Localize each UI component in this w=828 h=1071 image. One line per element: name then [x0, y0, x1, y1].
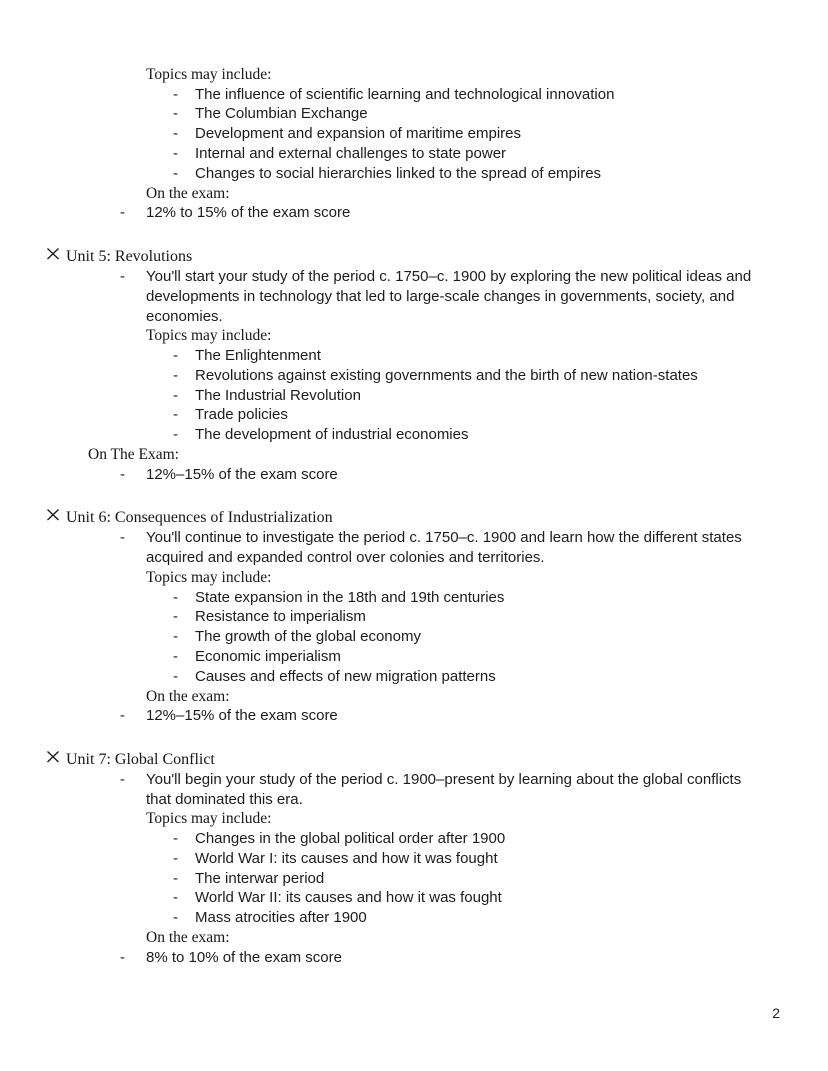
page-number: 2: [772, 1005, 780, 1021]
exam-score-label: 12% to 15% of the exam score: [146, 204, 351, 222]
bullet-dash: -: [173, 889, 178, 907]
topic-item-label: The development of industrial economies: [195, 426, 469, 444]
bullet-dash: -: [173, 426, 178, 444]
bullet-dash: -: [120, 948, 125, 966]
topics-label: Topics may include:: [146, 810, 272, 828]
topic-item: [0, 829, 828, 849]
exam-label: On the exam:: [146, 184, 230, 202]
topic-item-label: Mass atrocities after 1900: [195, 909, 367, 927]
topic-item: [0, 588, 828, 608]
bullet-dash: -: [173, 144, 178, 162]
topic-item: [0, 607, 828, 627]
exam-label: On the exam:: [146, 687, 230, 705]
exam-score-item: [0, 203, 828, 223]
section-spacer: [0, 726, 828, 749]
cross-icon: [46, 749, 60, 770]
topic-item: [0, 627, 828, 647]
exam-score-item: [0, 948, 828, 968]
cross-icon: [46, 507, 60, 528]
unit-title: Unit 7: Global Conflict: [66, 750, 215, 768]
exam-score-label: 12%–15% of the exam score: [146, 465, 338, 483]
unit-section: [0, 507, 828, 726]
topic-item-label: World War I: its causes and how it was fought: [195, 849, 498, 867]
bullet-dash: -: [120, 465, 125, 483]
section-spacer: [0, 223, 828, 246]
topic-item-label: Trade policies: [195, 406, 288, 424]
exam-score-item: [0, 465, 828, 485]
bullet-dash: -: [120, 204, 125, 222]
bullet-dash: -: [173, 406, 178, 424]
unit-description-text: You'll continue to investigate the period c. 1750–c. 1900 and learn how the different states acquired and expanded control over colonies and territories.: [146, 529, 742, 567]
exam-score-item: [0, 706, 828, 726]
bullet-dash: -: [173, 125, 178, 143]
exam-label: On the exam:: [146, 929, 230, 947]
unit-heading: [0, 749, 828, 770]
topic-item: [0, 144, 828, 164]
unit-description-text: You'll begin your study of the period c. 1900–present by learning about the global conflicts that dominated this era.: [146, 770, 742, 808]
topic-item-label: Causes and effects of new migration patterns: [195, 667, 496, 685]
topic-item-label: Development and expansion of maritime empires: [195, 125, 521, 143]
unit-section: [0, 65, 828, 223]
topic-item-label: World War II: its causes and how it was fought: [195, 889, 502, 907]
topic-item: [0, 124, 828, 144]
exam-score-label: 8% to 10% of the exam score: [146, 948, 342, 966]
exam-label: On The Exam:: [88, 445, 179, 463]
bullet-dash: -: [173, 608, 178, 626]
bullet-dash: -: [120, 770, 125, 788]
bullet-dash: -: [173, 830, 178, 848]
topic-item: [0, 405, 828, 425]
topic-item-label: Revolutions against existing governments and the birth of new nation-states: [195, 366, 698, 384]
topic-item-label: Changes in the global political order after 1900: [195, 830, 506, 848]
topic-item: [0, 164, 828, 184]
bullet-dash: -: [173, 909, 178, 927]
bullet-dash: -: [173, 667, 178, 685]
topic-item-label: The growth of the global economy: [195, 628, 421, 646]
bullet-dash: -: [173, 105, 178, 123]
unit-section: [0, 246, 828, 484]
bullet-dash: -: [173, 346, 178, 364]
topic-item: [0, 386, 828, 406]
bullet-dash: -: [173, 366, 178, 384]
topic-item: [0, 888, 828, 908]
unit-description-text: You'll start your study of the period c. 1750–c. 1900 by exploring the new political ideas and developments in technology that led to large-scale changes in governments, society, and economies.: [146, 267, 752, 325]
topic-item-label: Changes to social hierarchies linked to the spread of empires: [195, 164, 602, 182]
unit-description: [0, 267, 828, 326]
unit-title: Unit 6: Consequences of Industrialization: [66, 509, 333, 527]
exam-score-label: 12%–15% of the exam score: [146, 707, 338, 725]
topic-item: [0, 849, 828, 869]
unit-description: [0, 770, 828, 810]
topic-item-label: The Columbian Exchange: [195, 105, 368, 123]
topic-item: [0, 908, 828, 928]
unit-section: [0, 749, 828, 968]
unit-heading: [0, 246, 828, 267]
topic-item-label: Economic imperialism: [195, 647, 341, 665]
topic-item: [0, 85, 828, 105]
unit-description: [0, 528, 828, 568]
bullet-dash: -: [173, 85, 178, 103]
topic-item-label: The interwar period: [195, 869, 325, 887]
unit-heading: [0, 507, 828, 528]
section-spacer: [0, 484, 828, 507]
topic-item: [0, 366, 828, 386]
topic-item: [0, 869, 828, 889]
topic-item: [0, 425, 828, 445]
topics-label: Topics may include:: [146, 568, 272, 586]
bullet-dash: -: [173, 869, 178, 887]
topic-item-label: Internal and external challenges to state power: [195, 144, 507, 162]
topic-item: [0, 667, 828, 687]
cross-icon: [46, 246, 60, 267]
bullet-dash: -: [173, 628, 178, 646]
topic-item-label: The Industrial Revolution: [195, 386, 361, 404]
topic-item: [0, 647, 828, 667]
unit-title: Unit 5: Revolutions: [66, 247, 193, 265]
bullet-dash: -: [173, 164, 178, 182]
topic-item-label: Resistance to imperialism: [195, 608, 366, 626]
topics-label: Topics may include:: [146, 66, 272, 83]
document-content: [0, 65, 828, 967]
bullet-dash: -: [173, 386, 178, 404]
bullet-dash: -: [120, 529, 125, 547]
topic-item: [0, 104, 828, 124]
bullet-dash: -: [173, 588, 178, 606]
bullet-dash: -: [173, 849, 178, 867]
bullet-dash: -: [120, 707, 125, 725]
topics-label: Topics may include:: [146, 327, 272, 345]
topic-item: [0, 346, 828, 366]
bullet-dash: -: [173, 647, 178, 665]
topic-item-label: The influence of scientific learning and technological innovation: [195, 85, 615, 103]
topic-item-label: State expansion in the 18th and 19th centuries: [195, 588, 505, 606]
bullet-dash: -: [120, 267, 125, 285]
topic-item-label: The Enlightenment: [195, 346, 321, 364]
